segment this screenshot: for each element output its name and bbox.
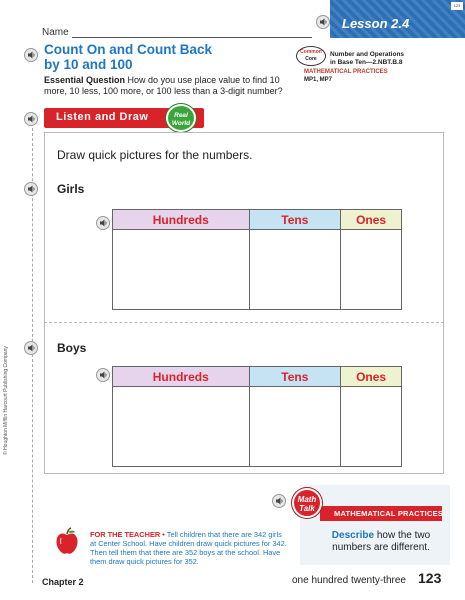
essential-question	[44, 75, 294, 97]
common-core-badge-bottom: Core	[305, 56, 317, 62]
math-practices-bar-label	[334, 509, 450, 518]
tens-drawing-cell[interactable]	[249, 230, 341, 310]
hundreds-header: Hundreds	[113, 367, 250, 387]
hundreds-header: Hundreds	[113, 210, 250, 230]
real-world-badge	[166, 104, 196, 132]
math-practices-title: MATHEMATICAL PRACTICES	[304, 69, 388, 75]
audio-speaker-icon[interactable]	[96, 368, 110, 382]
audio-speaker-icon[interactable]	[24, 341, 38, 355]
boys-label: Boys	[57, 341, 87, 355]
essential-question-label: Essential Question	[44, 75, 126, 85]
ones-header: Ones	[341, 210, 402, 230]
math-talk-badge-line-1: Math	[297, 495, 317, 504]
ones-drawing-cell[interactable]	[341, 387, 402, 467]
chapter-label: Chapter 2	[42, 577, 84, 587]
describe-rest: how the two numbers are different.	[332, 530, 431, 553]
title-line-2: by 10 and 100	[44, 57, 133, 72]
standard-line-1: Number and Operations	[330, 51, 405, 58]
standard-text	[330, 51, 450, 67]
audio-speaker-icon[interactable]	[24, 182, 38, 196]
teacher-note-text: Tell children that there are 342 girls at Center School. Have children draw quick pictures for 342. Then tell them that there are 352 boys at the school. Have them draw quick pictures for 352.	[90, 530, 287, 566]
lesson-label: Lesson 2.4	[342, 16, 410, 31]
page-number-words: one hundred twenty-three	[292, 575, 406, 586]
tens-header: Tens	[249, 367, 341, 387]
common-core-badge	[296, 46, 326, 66]
tens-drawing-cell[interactable]	[249, 387, 341, 467]
page-tab: 123	[451, 2, 463, 10]
girls-place-value-chart	[112, 209, 402, 310]
real-world-badge-line-2: World	[171, 120, 191, 127]
lesson-title	[44, 42, 264, 72]
math-talk-prompt	[316, 530, 446, 554]
math-talk-badge	[292, 488, 322, 518]
math-practices-list: MP1, MP7	[304, 77, 333, 83]
essential-question-text: How do you use place value to find 10 more, 10 less, 100 more, or 100 less than a 3-digit number?	[44, 75, 283, 96]
hundreds-drawing-cell[interactable]	[113, 387, 250, 467]
hundreds-drawing-cell[interactable]	[113, 230, 250, 310]
real-world-badge-line-1: Real	[174, 112, 188, 119]
audio-speaker-icon[interactable]	[96, 216, 110, 230]
listen-draw-label: Listen and Draw	[56, 111, 149, 123]
teacher-note	[90, 530, 290, 566]
margin-rule	[32, 128, 33, 583]
audio-speaker-icon[interactable]	[316, 15, 330, 29]
math-practices-bar-text: MATHEMATICAL PRACTICES	[334, 509, 443, 518]
title-line-1: Count On and Count Back	[44, 42, 212, 57]
audio-speaker-icon[interactable]	[24, 48, 38, 62]
page-number: 123	[418, 570, 442, 586]
apple-icon	[52, 526, 82, 556]
girls-label: Girls	[57, 182, 85, 196]
tens-header: Tens	[249, 210, 341, 230]
common-core-badge-top: Common	[300, 49, 322, 55]
math-practices-bar-number: 1	[445, 509, 450, 518]
teacher-note-label: FOR THE TEACHER •	[90, 530, 165, 539]
name-line	[72, 37, 312, 38]
describe-word: Describe	[331, 530, 375, 541]
ones-header: Ones	[341, 367, 402, 387]
copyright-text: © Houghton Mifflin Harcourt Publishing Company	[3, 346, 9, 455]
name-label: Name	[42, 27, 69, 38]
instruction-text: Draw quick pictures for the numbers.	[57, 148, 253, 162]
math-talk-badge-line-2: Talk	[299, 504, 315, 513]
audio-speaker-icon[interactable]	[24, 112, 38, 126]
audio-speaker-icon[interactable]	[272, 494, 286, 508]
standard-line-2: in Base Ten—2.NBT.B.8	[330, 59, 403, 66]
ones-drawing-cell[interactable]	[341, 230, 402, 310]
boys-place-value-chart	[112, 366, 402, 467]
